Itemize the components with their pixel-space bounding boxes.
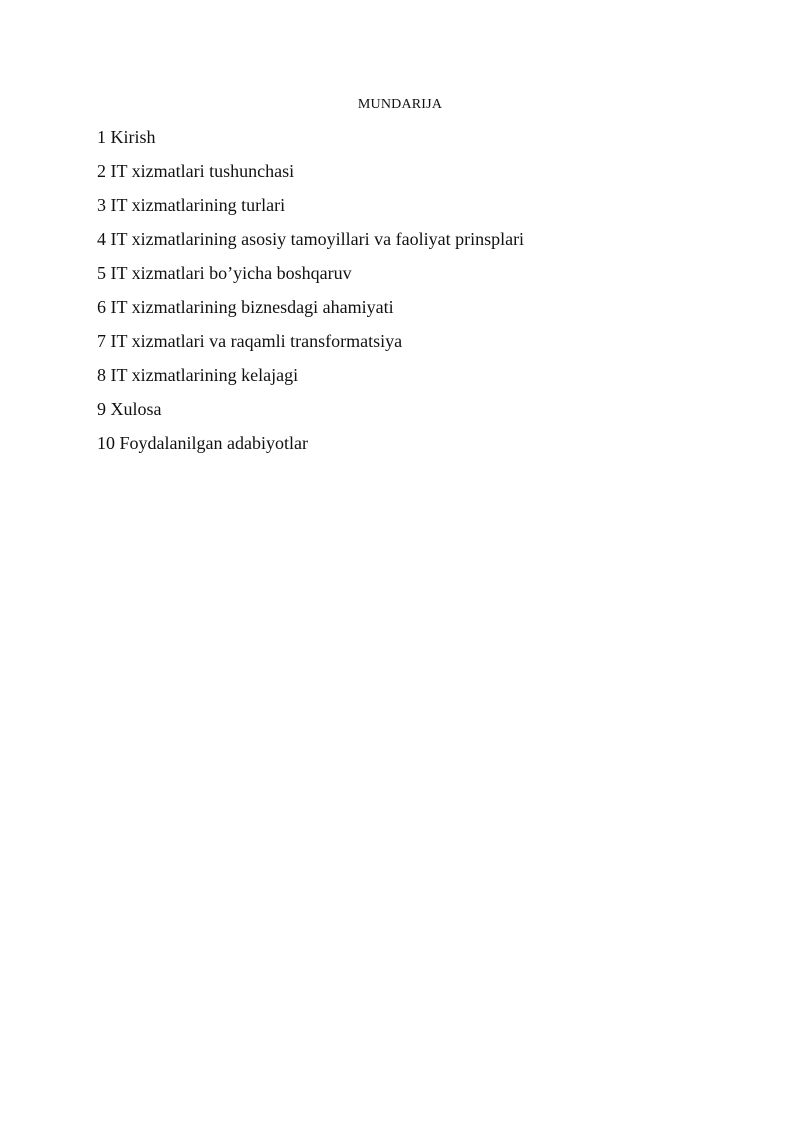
toc-item-10: 10 Foydalanilgan adabiyotlar xyxy=(97,433,308,453)
toc-item-2: 2 IT xizmatlari tushunchasi xyxy=(97,161,295,181)
toc-item-9: 9 Xulosa xyxy=(97,399,162,419)
table-of-contents xyxy=(97,126,524,466)
toc-item-7: 7 IT xizmatlari va raqamli transformatsiya xyxy=(97,331,403,351)
toc-item-6: 6 IT xizmatlarining biznesdagi ahamiyati xyxy=(97,297,394,317)
toc-item-8: 8 IT xizmatlarining kelajagi xyxy=(97,365,299,385)
toc-item-1: 1 Kirish xyxy=(97,127,156,147)
toc-item-5: 5 IT xizmatlari bo’yicha boshqaruv xyxy=(97,263,352,283)
toc-item-4: 4 IT xizmatlarining asosiy tamoyillari va faoliyat prinsplari xyxy=(97,229,525,249)
toc-item-3: 3 IT xizmatlarining turlari xyxy=(97,195,286,215)
page-title: MUNDARIJA xyxy=(357,97,443,112)
